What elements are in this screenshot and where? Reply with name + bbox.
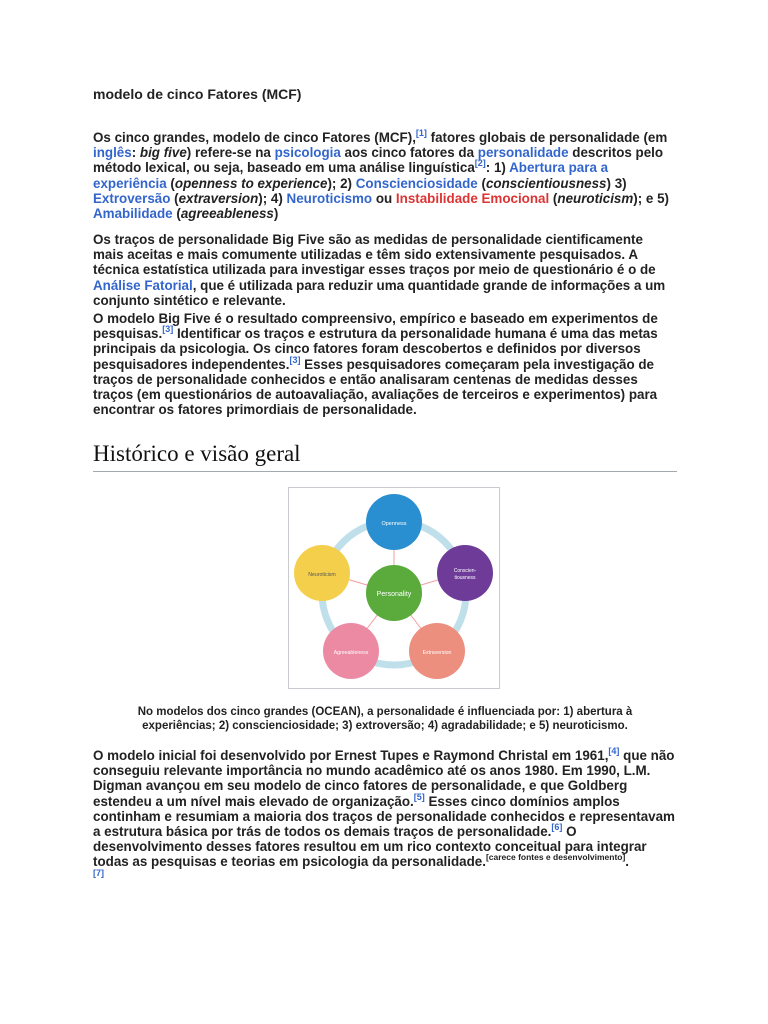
- reference-1[interactable]: [416, 128, 427, 138]
- paragraph-history: [93, 748, 677, 885]
- reference-link[interactable]: [6]: [551, 822, 563, 833]
- reference-link[interactable]: [1]: [415, 128, 427, 138]
- reference-3[interactable]: [162, 324, 173, 334]
- text-run: :: [131, 145, 140, 161]
- label-extraversion: Extraversion: [422, 650, 452, 656]
- link-conscienciosidade[interactable]: Conscienciosidade: [355, 175, 478, 191]
- text-run: : 1): [485, 160, 510, 176]
- reference-4[interactable]: [608, 746, 619, 756]
- section-heading: Histórico e visão geral: [93, 441, 677, 472]
- text-run: Os traços de personalidade Big Five são as medidas de personalidade cientificamente mais aceitas e mais comumente utilizadas e têm sido extensivamente pesquisados. A técnica estatística utilizada para investigar esses traços por meio de questionário é o de: [93, 232, 656, 278]
- term-big-five: big five: [139, 145, 187, 161]
- reference-5[interactable]: [414, 792, 425, 802]
- text-run: (: [172, 206, 181, 222]
- text-run: O desenvolvimento desses fatores resultou em um rico contexto conceitual para integrar todas as pesquisas e teorias em psicologia da personalidade.: [93, 824, 647, 870]
- reference-3b[interactable]: [289, 355, 300, 365]
- term-openness: openness to experience: [174, 175, 328, 191]
- text-run: ou: [372, 190, 396, 206]
- term-extraversion: extraversion: [178, 190, 259, 206]
- link-neuroticismo[interactable]: Neuroticismo: [286, 190, 373, 206]
- link-abertura[interactable]: Abertura para a experiência: [93, 160, 609, 191]
- reference-6[interactable]: [551, 822, 562, 832]
- link-extroversao[interactable]: Extroversão: [93, 190, 171, 206]
- reference-link[interactable]: [7]: [93, 867, 104, 878]
- citation-needed-note: [carece fontes e desenvolvimento]: [485, 852, 626, 863]
- paragraph-model: [93, 311, 677, 417]
- text-run: ); 4): [258, 190, 287, 206]
- document-title: modelo de cinco Fatores (MCF): [93, 86, 302, 102]
- text-run: Identificar os traços e estrutura da personalidade humana é uma das metas principais da psicologia. Os cinco fatores foram descobertos e definidos por diversos pesquisadores independentes.: [93, 326, 658, 372]
- text-run: ) refere-se na: [186, 145, 275, 161]
- label-neuroticism: Neuroticism: [308, 572, 336, 578]
- reference-link[interactable]: [4]: [608, 746, 620, 756]
- term-conscientiousness: conscientiousness: [485, 175, 607, 191]
- big-five-diagram: [289, 488, 499, 688]
- big-five-figure: [288, 487, 500, 689]
- reference-link[interactable]: [3]: [162, 324, 174, 335]
- term-neuroticism: neuroticism: [557, 190, 634, 206]
- text-run: descritos pelo método lexical, ou seja, baseado em uma análise linguística: [93, 145, 664, 176]
- text-run: (: [549, 190, 558, 206]
- figure-caption: No modelos dos cinco grandes (OCEAN), a personalidade é influenciada por: 1) abertura à experiências; 2) conscienciosidade; 3) extroversão; 4) agradabilidade; e 5) neuroticismo.: [137, 706, 633, 732]
- link-analise-fatorial[interactable]: Análise Fatorial: [93, 277, 193, 293]
- label-conscientiousness: Conscien-: [453, 568, 477, 574]
- label-agreeableness: Agreeableness: [333, 650, 369, 656]
- text-run: ); 2): [327, 175, 356, 191]
- text-run: , que é utilizada para reduzir uma quantidade grande de informações a um conjunto sintético e relevante.: [93, 277, 666, 308]
- term-agreeableness: agreeableness: [180, 206, 274, 222]
- reference-link[interactable]: [5]: [413, 791, 425, 802]
- text-run: (: [477, 175, 486, 191]
- text-run: (: [170, 190, 179, 206]
- text-run: O modelo inicial foi desenvolvido por Ernest Tupes e Raymond Christal em 1961,: [93, 748, 609, 763]
- text-run: O modelo Big Five é o resultado compreensivo, empírico e baseado em experimentos de pesquisas.: [93, 311, 658, 342]
- link-personalidade[interactable]: personalidade: [477, 145, 569, 161]
- paragraph-intro: [93, 130, 677, 221]
- reference-link[interactable]: [2]: [474, 158, 486, 169]
- reference-2[interactable]: [475, 158, 486, 168]
- text-run: fatores globais de personalidade (em: [426, 130, 668, 145]
- text-run: ): [273, 206, 279, 222]
- text-run: Esses cinco domínios amplos continham e resumiam a maioria dos traços de personalidade conhecidos e representavam a estrutura básica por trás de todos os demais traços de personalidade.: [93, 793, 675, 840]
- text-run: ); e 5): [633, 190, 670, 206]
- link-amabilidade[interactable]: Amabilidade: [93, 206, 173, 222]
- reference-7[interactable]: [93, 868, 104, 878]
- link-psicologia[interactable]: psicologia: [274, 145, 341, 161]
- text-run: .: [625, 854, 630, 870]
- link-ingles[interactable]: inglês: [93, 145, 132, 161]
- link-instabilidade-emocional[interactable]: Instabilidade Emocional: [395, 190, 550, 206]
- text-run: Esses pesquisadores começaram pela investigação de traços de personalidade conhecidos e então analisaram centenas de medidas desses traços (em questionários de autoavaliação, avaliações de terceiros e experimentos) para encontrar os fatores primordiais de personalidade.: [93, 356, 658, 418]
- text-run: (: [166, 175, 175, 191]
- text-run: aos cinco fatores da: [340, 145, 478, 161]
- label-conscientiousness-2: tiousness: [454, 575, 476, 581]
- reference-link[interactable]: [3]: [289, 354, 301, 365]
- text-run: que não conseguiu relevante importância no mundo acadêmico até os anos 1980. Em 1990, L.M. Digman avançou em seu modelo de cinco fatores de personalidade, e que Goldberg estendeu a um nível mais elevado de organização.: [93, 748, 675, 809]
- label-personality: Personality: [376, 591, 412, 598]
- paragraph-traits: [93, 232, 677, 308]
- text-run: ) 3): [606, 175, 627, 191]
- text-run: Os cinco grandes, modelo de cinco Fatores (MCF),: [93, 130, 416, 145]
- label-openness: Openness: [381, 521, 407, 527]
